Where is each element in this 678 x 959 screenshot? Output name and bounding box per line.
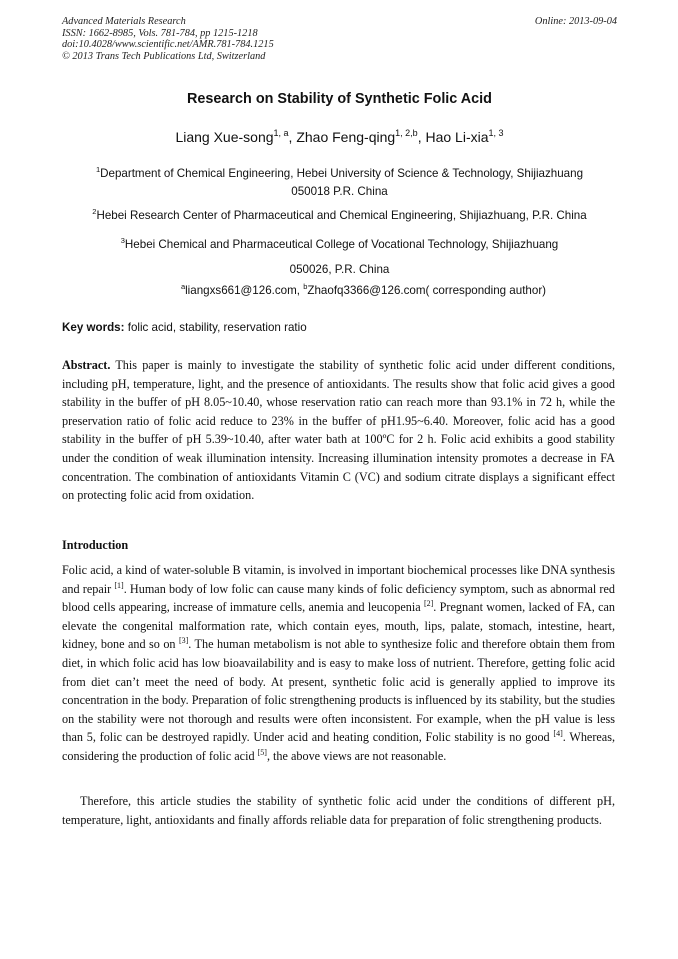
author-sup: 1, 2,b <box>395 128 418 138</box>
abstract-paragraph <box>62 356 615 505</box>
author-sup: 1, a <box>273 128 289 138</box>
aff3-line1: Hebei Chemical and Pharmaceutical College of Vocational Technology, Shijiazhuang <box>124 238 559 251</box>
author-sep: , <box>288 129 297 145</box>
keywords-label: Key words: <box>62 321 125 334</box>
author-sep: , <box>417 129 426 145</box>
paper-title: Research on Stability of Synthetic Folic Acid <box>187 91 492 107</box>
intro-text: . Human body of low folic can cause many kinds of folic deficiency symptom, such as abnormal red blood cells appearing, increase of immature cells, anemia and leucopenia <box>62 581 615 615</box>
intro-text: , the above views are not reasonable. <box>266 748 447 763</box>
aff3-line2: 050026, P.R. China <box>289 263 390 276</box>
reference-3[interactable]: [3] <box>178 636 189 646</box>
abstract-label: Abstract. <box>62 358 111 372</box>
aff1-sup: 1 <box>95 165 101 174</box>
email-b[interactable]: Zhaofq3366@126.com( corresponding author) <box>307 284 547 297</box>
keywords-text: folic acid, stability, reservation ratio <box>124 321 307 334</box>
issn-line: ISSN: 1662-8985, Vols. 781-784, pp 1215-1218 <box>62 27 258 39</box>
reference-2[interactable]: [2] <box>423 599 434 609</box>
aff1-line2: 050018 P.R. China <box>291 185 388 198</box>
aff3-sup: 3 <box>120 236 125 245</box>
author-name: Liang Xue-song <box>175 129 274 145</box>
email-b-sup: b <box>303 282 308 291</box>
journal-name: Advanced Materials Research <box>62 16 186 27</box>
author-emails <box>110 282 617 300</box>
affiliation-1 <box>62 165 617 201</box>
copyright-line: © 2013 Trans Tech Publications Ltd, Switzerland <box>62 50 266 62</box>
online-date: Online: 2013-09-04 <box>534 16 617 27</box>
introduction-heading: Introduction <box>62 538 129 552</box>
email-a-sup: a <box>180 282 186 291</box>
email-a[interactable]: liangxs661@126.com, <box>185 284 304 297</box>
author-sup: 1, 3 <box>488 128 504 138</box>
intro-text: . Whereas, considering the production of folic acid <box>62 730 616 763</box>
aff2-sup: 2 <box>92 207 97 216</box>
doi-line: doi:10.4028/www.scientific.net/AMR.781-784.1215 <box>62 39 274 50</box>
reference-5[interactable]: [5] <box>257 747 267 757</box>
author-name: Hao Li-xia <box>425 129 489 145</box>
author-name: Zhao Feng-qing <box>296 129 396 145</box>
introduction-paragraph-1 <box>62 561 615 766</box>
aff2-text: Hebei Research Center of Pharmaceutical and Chemical Engineering, Shijiazhuang, P.R. China <box>96 209 587 222</box>
keywords <box>62 321 617 334</box>
author-list <box>62 129 617 145</box>
aff1-line1: Department of Chemical Engineering, Hebei University of Science & Technology, Shijiazhuang <box>100 167 584 180</box>
intro-text: Folic acid, a kind of water-soluble B vitamin, is involved in important biochemical processes like DNA synthesis and repair <box>62 563 615 596</box>
reference-4[interactable]: [4] <box>553 729 563 739</box>
affiliation-2 <box>62 207 617 225</box>
intro-text: . The human metabolism is not able to synthesize folic and therefore obtain them from diet, in which folic acid has low bioavailability and is easy to make loss of nutrient. Therefore, getting folic acid from diet can’t meet the need of body. At present, synthetic folic acid is generally applied to improve its concentration in the body. Preparation of folic strengthening products is influenced by its stability, but the studies on the stability were not thorough and results were often inconsistent. For example, when the pH value is less than 5, folic can be destroyed rapidly. Under acid and heating condition, Folic stability is no good <box>62 637 615 745</box>
reference-1[interactable]: [1] <box>114 580 124 590</box>
introduction-paragraph-2: Therefore, this article studies the stability of synthetic folic acid under the conditions of different pH, temperature, light, antioxidants and finally affords reliable data for preparation of folic strengthening products. <box>62 794 615 827</box>
abstract-text: This paper is mainly to investigate the stability of synthetic folic acid under different conditions, including pH, temperature, light, and the presence of antioxidants. The results show that folic acid gives a good stability in the buffer of pH 8.05~10.40, whose reservation ratio can reach more than 93.1% in 72 h, while the preservation ratio of folic acid reduce to 23% in the buffer of pH1.95~6.40. Moreover, folic acid has a good stability in the buffer of pH 5.39~10.40, after water bath at 100ºC for 2 h. Folic acid exhibits a good stability under the condition of weak illumination intensity. Increasing illumination intensity promotes a decrease in FA concentration. The combination of antioxidants Vitamin C (VC) and sodium citrate displays a significant effect on protecting folic acid from oxidation. <box>62 358 615 503</box>
intro-text: . Pregnant women, lacked of FA, can elevate the congenital malformation rate, which contain eyes, mouth, lips, palate, stomach, intestine, heart, kidney, bone and so on <box>62 600 615 652</box>
affiliation-3 <box>62 232 617 282</box>
journal-header <box>62 16 617 62</box>
